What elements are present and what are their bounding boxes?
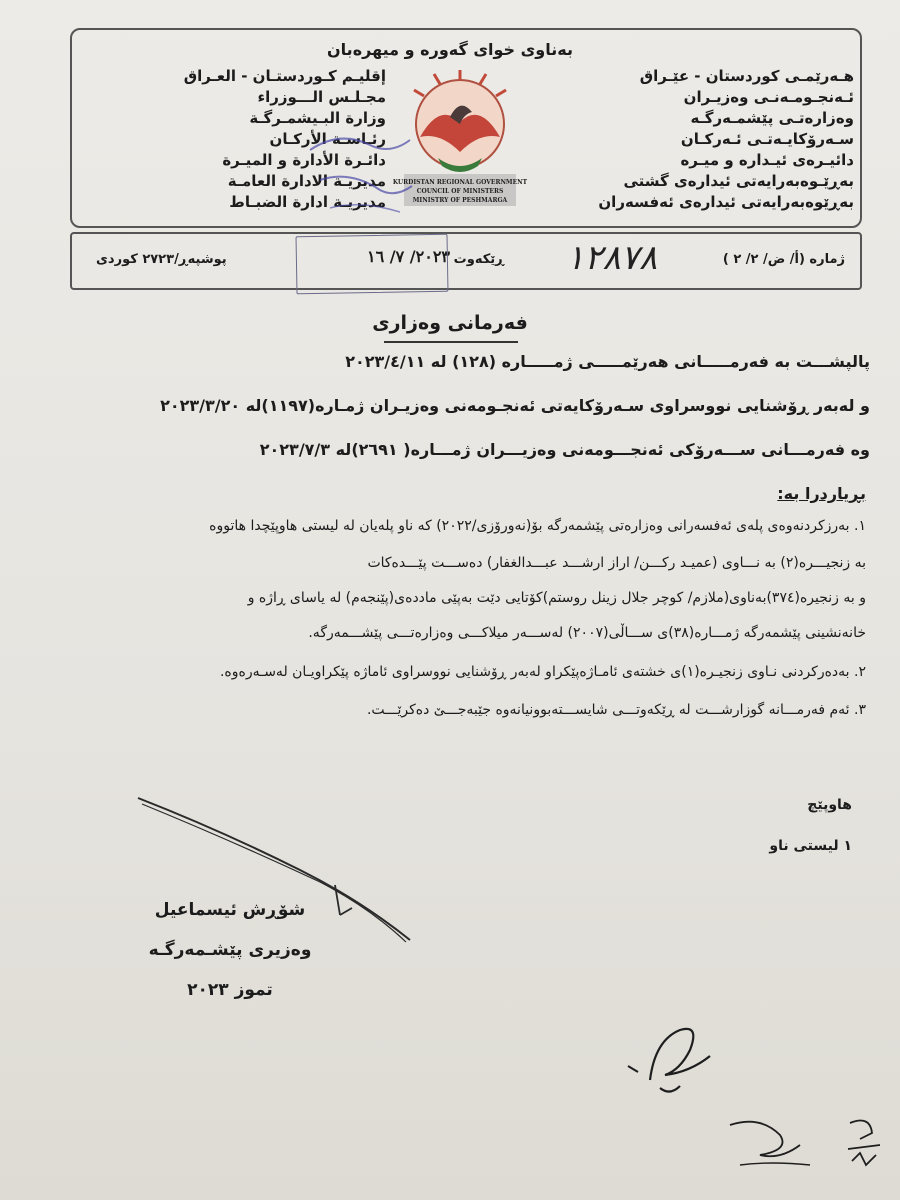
letterhead-kurdish-line: هـەرێمـی کوردستان - عێـراق xyxy=(639,67,854,85)
emblem-caption-3: MINISTRY OF PESHMARGA xyxy=(412,197,508,204)
handwritten-note xyxy=(720,1105,890,1175)
decided-heading: بڕیاردرا بە: xyxy=(777,484,866,503)
reference-date-label: ڕێکەوت xyxy=(453,252,504,267)
blue-stamp-mark xyxy=(300,120,420,220)
attachment-item: ١ لیستی ناو xyxy=(769,838,852,854)
received-stamp xyxy=(296,234,449,295)
signatory-role: وەزیری پێشـمەرگـە xyxy=(148,940,312,960)
letterhead-kurdish-line: سـەرۆکایـەتـی ئـەرکـان xyxy=(680,130,854,148)
page-title: فەرمانی وەزاری xyxy=(372,312,528,334)
reference-date: ٢٠٢٣/ ٧/ ١٦ xyxy=(367,247,450,266)
reference-number: ١٢٨٧٨ xyxy=(566,238,658,278)
emblem-caption-1: KURDISTAN REGIONAL GOVERNMENT xyxy=(392,179,528,186)
attachments-heading: هاوپێچ xyxy=(807,797,852,813)
letterhead-arabic-line: مديريـة الادارة العامـة xyxy=(227,172,386,190)
letterhead-kurdish-line: بەڕێوەبەرایەتی ئیدارەی ئەفسەران xyxy=(598,193,854,211)
preamble-line: وە فەرمـــانی ســـەرۆکی ئەنجـــومەنی وەزیـــران ژمـــارە( ٢٦٩١)لە ٢٠٢٣/٧/٣ xyxy=(259,440,870,459)
letterhead-arabic-line: دائـرة الأدارة و الميـرة xyxy=(222,151,386,169)
letterhead-arabic-line: مجـلـس الـــوزراء xyxy=(257,88,386,106)
letterhead-kurdish xyxy=(574,66,854,213)
signature-date: تموز ٢٠٢٣ xyxy=(187,980,273,1000)
title-underline xyxy=(384,341,518,343)
letterhead-arabic-line: رئـاسـة الأركـان xyxy=(269,130,386,148)
letterhead-arabic-line: مديريـة ادارة الضبـاط xyxy=(229,193,386,211)
decision-line: ١. بەرزکردنەوەی پلەی ئەفسەرانی وەزارەتی پێشمەرگە بۆ(نەورۆزی/٢٠٢٢) کە ناو پلەیان لە لیستی هاوپێچدا هاتووە xyxy=(209,518,866,534)
letterhead-kurdish-line: ئـەنجـومـەنـی وەزیـران xyxy=(683,88,854,106)
letterhead-arabic-line: وزارة البـيشمـرگـة xyxy=(249,109,386,127)
emblem-caption-2: COUNCIL OF MINISTERS xyxy=(416,188,504,195)
letterhead-arabic-line: إقليـم كـوردستـان - العـراق xyxy=(183,67,386,85)
decision-line: خانەنشینی پێشمەرگە ژمـــارە(٣٨)ی ســـاڵی(٢٠٠٧) لەســـەر میلاکـــی وەزارەتـــی پێشـــمەرگە. xyxy=(308,625,866,641)
letterhead-kurdish-line: وەزارەتـی پێشمـەرگـە xyxy=(690,109,854,127)
decision-line: بە زنجیـــرە(٢) بە نـــاوی (عمیـد ركـــن/ اراز ارشـــد عبـــدالغفار) دەســـت پێـــدەكات xyxy=(367,555,866,571)
minister-signature xyxy=(130,790,420,960)
letterhead-kurdish-line: دائیـرەی ئیـدارە و میـرە xyxy=(680,151,854,169)
basmala: بەناوی خوای گەورە و میهرەبان xyxy=(327,40,573,59)
decision-line: ٢. بەدەرکردنی نـاوی زنجیـرە(١)ی خشتەی ئامـاژەپێکراو لەبەر ڕۆشنایی نووسراوی ئاماژە پێکراویـان لەسـەرەوە. xyxy=(219,664,866,680)
handwritten-initials xyxy=(620,1010,730,1100)
reference-kurdish-date: پوشپەڕ/٢٧٢٣ کوردی xyxy=(96,252,227,267)
decision-line: و بە زنجیرە(٣٧٤)بەناوی(ملازم/ كوچر جلال زينل روستم)کۆتایی دێت بەپێی ماددەی(پێنجەم) لە یاسای ڕاژە و xyxy=(247,590,866,606)
signatory-name: شۆڕش ئیسماعیل xyxy=(154,900,306,920)
reference-number-label: ژمارە (أ/ ض/ ٢/ ٢ ) xyxy=(722,252,845,267)
preamble-line: پالپشـــت بە فەرمـــــانی هەرێمـــــی ژمـــــارە (١٢٨) لە ٢٠٢٣/٤/١١ xyxy=(345,352,870,371)
decision-line: ٣. ئەم فەرمـــانە گوزارشـــت لە ڕێکەوتـــی شایســـتەبوونیانەوە جێبەجـــێ دەکرێـــت. xyxy=(366,702,866,718)
letterhead-kurdish-line: بەڕێـوەبەرایەتی ئیدارەی گشتی xyxy=(623,172,854,190)
preamble-line: و لەبەر ڕۆشنایی نووسراوی سـەرۆکایەتی ئەنجـومەنی وەزیـران ژمـارە(١١٩٧)لە ٢٠٢٣/٣/٢٠ xyxy=(160,396,870,415)
